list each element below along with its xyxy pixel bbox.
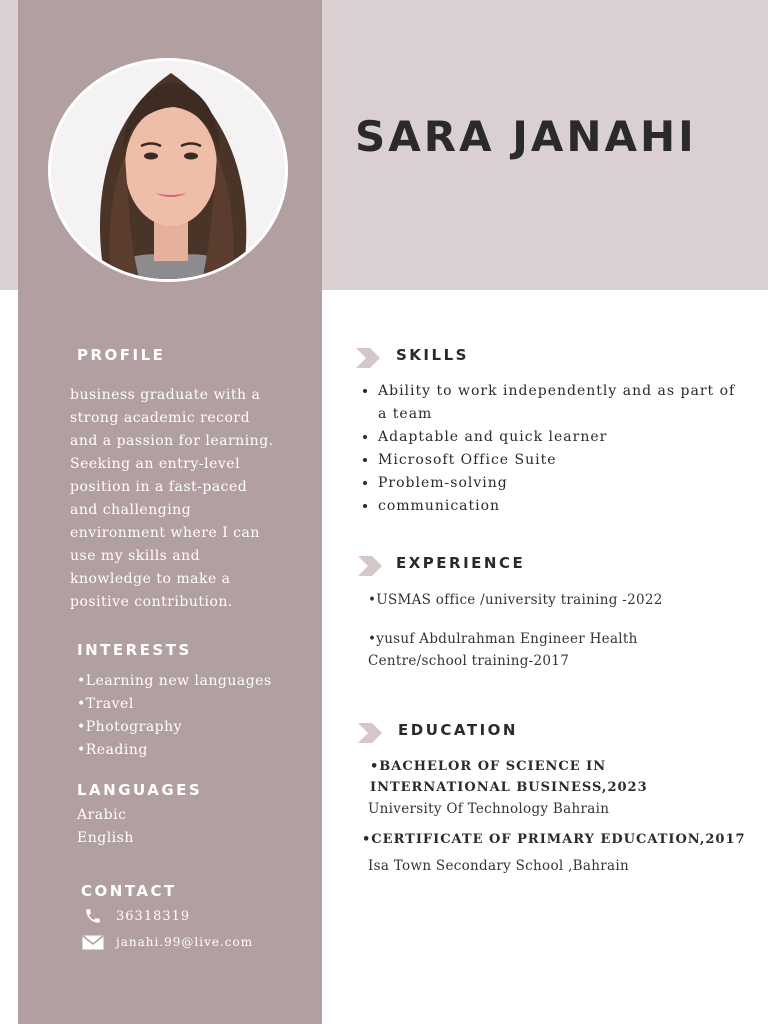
candidate-name: SARA JANAHI bbox=[355, 112, 697, 161]
experience-heading: EXPERIENCE bbox=[396, 554, 526, 572]
interest-item: •Learning new languages bbox=[77, 673, 272, 689]
language-item: English bbox=[77, 830, 134, 846]
interests-list bbox=[77, 670, 272, 762]
education-heading: EDUCATION bbox=[398, 721, 518, 739]
phone-icon bbox=[82, 907, 104, 925]
skill-item: • communication bbox=[378, 495, 746, 518]
portrait-image bbox=[51, 61, 288, 282]
skill-item: • Adaptable and quick learner bbox=[378, 426, 746, 449]
envelope-icon bbox=[82, 933, 104, 951]
interest-item: •Reading bbox=[77, 742, 148, 758]
skill-item: • Problem-solving bbox=[378, 472, 746, 495]
interest-item: •Travel bbox=[77, 696, 134, 712]
interest-item: •Photography bbox=[77, 719, 183, 735]
skill-item: • Microsoft Office Suite bbox=[378, 449, 746, 472]
skill-item: • Ability to work independently and as part of a team bbox=[378, 380, 746, 426]
contact-phone bbox=[82, 907, 190, 925]
profile-text: business graduate with a strong academic record and a passion for learning. Seeking an entry-level position in a fast-paced and challenging environment where I can use my skills and knowledge to make a positive contribution. bbox=[70, 387, 274, 610]
phone-number: 36318319 bbox=[116, 908, 191, 924]
interests-heading: INTERESTS bbox=[77, 641, 192, 659]
chevron-icon bbox=[358, 556, 384, 576]
education-school: Isa Town Secondary School ,Bahrain bbox=[368, 858, 629, 874]
skills-list bbox=[356, 380, 746, 518]
contact-email bbox=[82, 933, 253, 951]
education-degree: •CERTIFICATE OF PRIMARY EDUCATION,2017 bbox=[362, 832, 746, 847]
chevron-icon bbox=[358, 723, 384, 743]
email-address: janahi.99@live.com bbox=[116, 935, 254, 949]
education-degree: •BACHELOR OF SCIENCE IN INTERNATIONAL BUSINESS,2023 bbox=[370, 759, 648, 795]
profile-photo bbox=[48, 58, 288, 282]
languages-heading: LANGUAGES bbox=[77, 781, 203, 799]
skills-heading: SKILLS bbox=[396, 346, 469, 364]
experience-item: •USMAS office /university training -2022 bbox=[368, 592, 663, 608]
contact-heading: CONTACT bbox=[81, 882, 177, 900]
languages-list bbox=[77, 804, 134, 850]
chevron-icon bbox=[356, 348, 382, 368]
education-school: University Of Technology Bahrain bbox=[368, 801, 610, 817]
language-item: Arabic bbox=[77, 807, 127, 823]
profile-heading: PROFILE bbox=[77, 346, 166, 364]
experience-item: •yusuf Abdulrahman Engineer Health Centre/school training-2017 bbox=[368, 631, 638, 669]
